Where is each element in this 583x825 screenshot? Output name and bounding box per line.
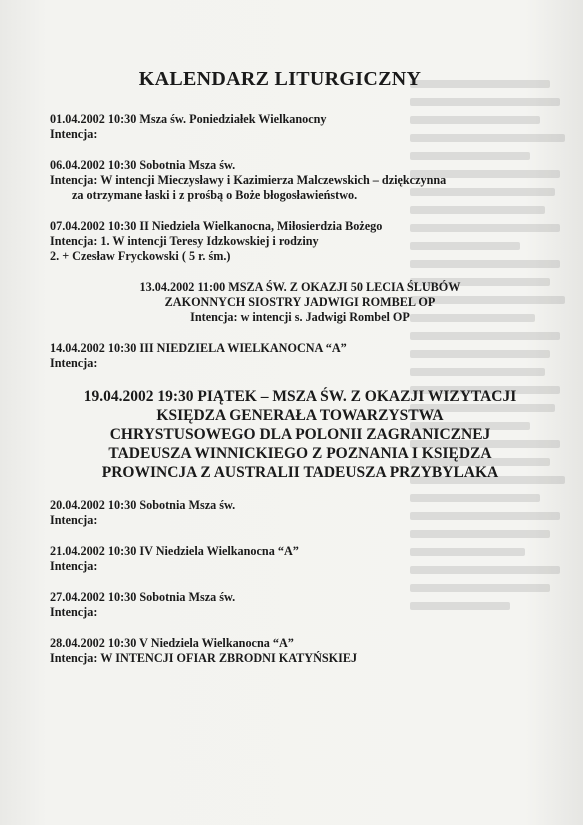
entry-line: Intencja: W INTENCJI OFIAR ZBRODNI KATYŃSKIEJ	[50, 651, 358, 665]
entry-line: CHRYSTUSOWEGO DLA POLONII ZAGRANICZNEJ	[109, 426, 491, 443]
entry-line: Intencja:	[50, 559, 98, 573]
entry-line: Intencja:	[50, 605, 98, 619]
entry-line: KSIĘDZA GENERAŁA TOWARZYSTWA	[156, 407, 444, 424]
calendar-entry	[50, 498, 550, 528]
calendar-entry	[50, 590, 550, 620]
entry-line: 27.04.2002 10:30 Sobotnia Msza św.	[50, 590, 236, 604]
entry-line: 13.04.2002 11:00 MSZA ŚW. Z OKAZJI 50 LECIA ŚLUBÓW	[139, 280, 461, 294]
calendar-entry	[50, 636, 550, 666]
entry-line: Intencja:	[50, 356, 98, 370]
entry-line: PROWINCJA Z AUSTRALII TADEUSZA PRZYBYLAKA	[101, 464, 499, 481]
entry-line: 21.04.2002 10:30 IV Niedziela Wielkanocna “A”	[50, 544, 299, 558]
entry-line: Intencja: 1. W intencji Teresy Idzkowskiej i rodziny	[50, 234, 319, 248]
calendar-entry	[50, 341, 550, 371]
entry-line: za otrzymane łaski i z prośbą o Boże błogosławieństwo.	[72, 188, 358, 202]
entry-line: TADEUSZA WINNICKIEGO Z POZNANIA I KSIĘDZA	[108, 445, 492, 462]
entry-line: Intencja: w intencji s. Jadwigi Rombel OP	[190, 310, 410, 324]
entry-line: 28.04.2002 10:30 V Niedziela Wielkanocna “A”	[50, 636, 294, 650]
calendar-entry	[50, 387, 550, 482]
entry-line: 19.04.2002 19:30 PIĄTEK – MSZA ŚW. Z OKAZJI WIZYTACJI	[83, 388, 517, 405]
calendar-entries	[50, 112, 550, 682]
entry-line: Intencja: W intencji Mieczysławy i Kazimierza Malczewskich – dziękczynna	[50, 173, 447, 187]
entry-line: ZAKONNYCH SIOSTRY JADWIGI ROMBEL OP	[164, 295, 436, 309]
entry-line: 06.04.2002 10:30 Sobotnia Msza św.	[50, 158, 236, 172]
entry-line: 14.04.2002 10:30 III NIEDZIELA WIELKANOCNA “A”	[50, 341, 347, 355]
entry-line: 01.04.2002 10:30 Msza św. Poniedziałek Wielkanocny	[50, 112, 327, 126]
calendar-entry	[50, 112, 550, 142]
calendar-entry	[50, 280, 550, 325]
entry-line: Intencja:	[50, 127, 98, 141]
calendar-entry	[50, 219, 550, 264]
entry-line: 2. + Czesław Fryckowski ( 5 r. śm.)	[50, 249, 231, 263]
calendar-entry	[50, 158, 550, 203]
calendar-entry	[50, 544, 550, 574]
entry-line: 07.04.2002 10:30 II Niedziela Wielkanocna, Miłosierdzia Bożego	[50, 219, 383, 233]
entry-line: 20.04.2002 10:30 Sobotnia Msza św.	[50, 498, 236, 512]
entry-line: Intencja:	[50, 513, 98, 527]
page-title: KALENDARZ LITURGICZNY	[138, 68, 422, 90]
